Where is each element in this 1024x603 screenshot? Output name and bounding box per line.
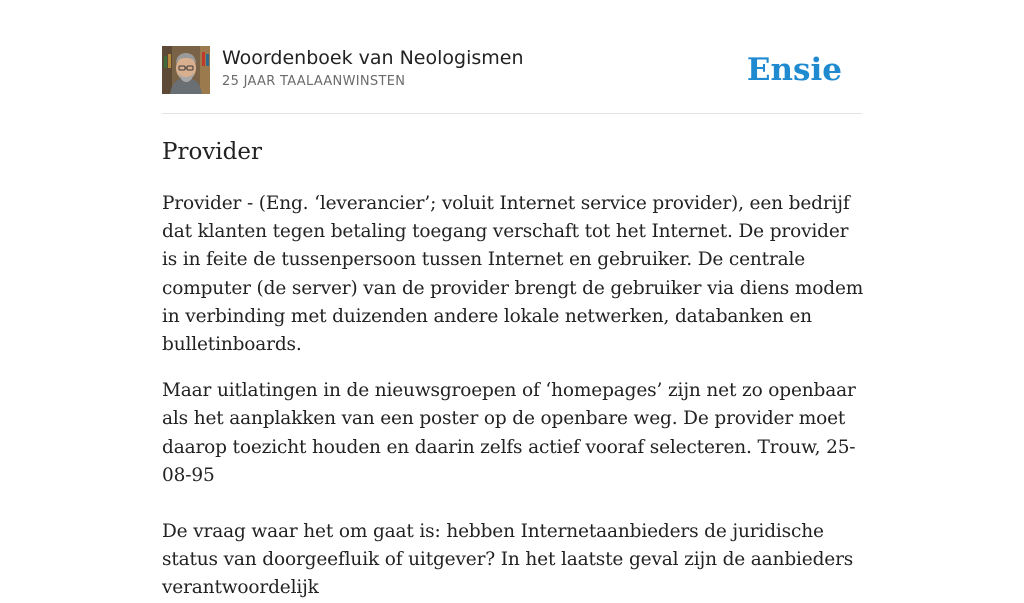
- entry-paragraph-quote-2: De vraag waar het om gaat is: hebben Internetaanbieders de juridische status van doorgeefluik of uitgever? In het laatste geval zijn de aanbieders verantwoordelijk: [162, 521, 854, 599]
- blog-subtitle: 25 JAAR TAALAANWINSTEN: [222, 74, 406, 89]
- blog-title[interactable]: Woordenboek van Neologismen: [222, 47, 524, 69]
- entry-title: Provider: [162, 139, 262, 165]
- header-divider: [162, 113, 862, 114]
- author-portrait-icon: [162, 46, 210, 94]
- author-avatar[interactable]: [162, 46, 210, 94]
- entry-paragraph-definition: Provider - (Eng. ‘leverancier’; voluit Internet service provider), een bedrijf dat klanten tegen betaling toegang verschaft tot het Internet. De provider is in feite de tussenpersoon tussen Internet en gebruiker. De centrale computer (de server) van de provider brengt de gebruiker via diens modem in verbinding met duizenden andere lokale netwerken, databanken en bulletinboards.: [162, 193, 864, 356]
- ensie-logo[interactable]: Ensie: [746, 52, 842, 88]
- entry-paragraph-quote: Maar uitlatingen in de nieuwsgroepen of ‘homepages’ zijn net zo openbaar als het aanplakken van een poster op de openbare weg. De provider moet daarop toezicht houden en daarin zelfs actief vooraf selecteren. Trouw, 25-08-95: [162, 380, 856, 486]
- entry-content: [162, 136, 867, 603]
- blog-header: [162, 46, 862, 96]
